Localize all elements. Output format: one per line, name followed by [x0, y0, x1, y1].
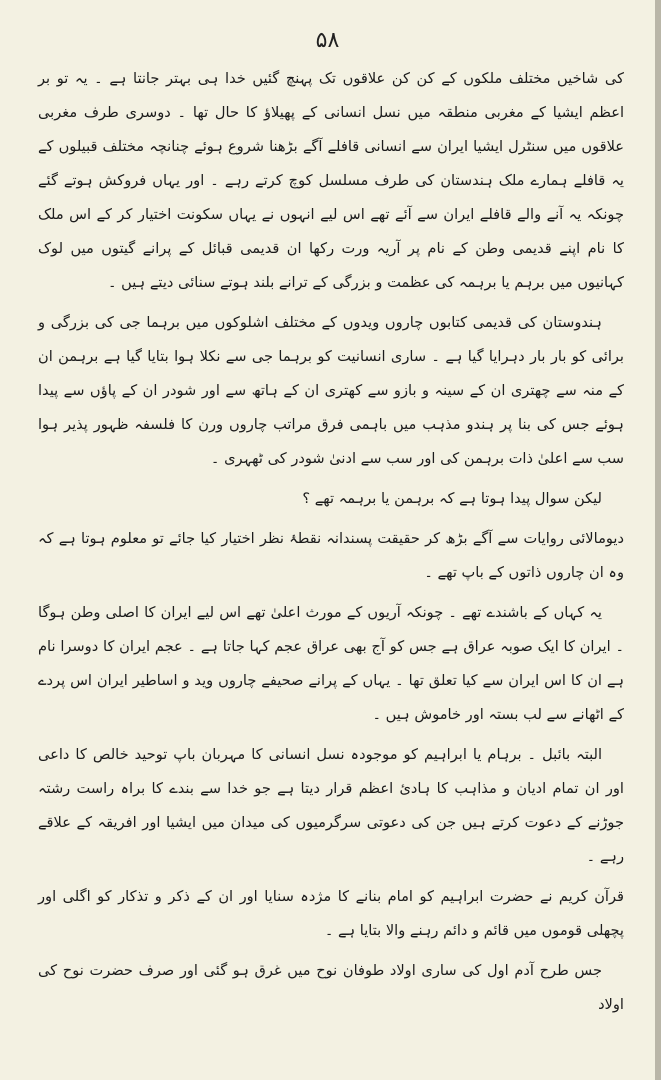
paragraph: دیومالائی روایات سے آگے بڑھ کر حقیقت پسندانہ نقطۂ نظر اختیار کیا جائے تو معلوم ہوتا ہے کہ وہ ان چاروں ذاتوں کے باپ تھے ۔ — [38, 530, 624, 581]
paragraph: جس طرح آدم اول کی ساری اولاد طوفان نوح میں غرق ہو گئی اور صرف حضرت نوح کی اولاد — [38, 962, 624, 1013]
paragraph: ہندوستان کی قدیمی کتابوں چاروں ویدوں کے مختلف اشلوکوں میں برہما جی کی بزرگی و برائی کو بار بار دہرایا گیا ہے ۔ ساری انسانیت کو برہما جی سے نکلا ہوا بتایا گیا ہے برہمن ان کے منہ سے چھتری ان کے سینہ و بازو سے کھتری ان کے ہاتھ سے اور شودر ان کے پاؤں سے پیدا ہوئے جس کی بنا پر ہندو مذہب میں باہمی فرق مراتب چاروں ورن کا فلسفہ ظہور پذیر ہوا سب سے اعلیٰ ذات برہمن کی اور سب سے ادنیٰ شودر کی ٹھہری ۔ — [38, 314, 624, 467]
paragraph: یہ کہاں کے باشندے تھے ۔ چونکہ آریوں کے مورث اعلیٰ تھے اس لیے ایران کا اصلی وطن ہوگا ۔ ایران کا ایک صوبہ عراق ہے جس کو آج بھی عراق عجم کہا جاتا ہے ۔ عجم ایران کا دوسرا نام ہے ان کا اس ایران سے کیا تعلق تھا ۔ یہاں کے پرانے صحیفے چاروں وید و اساطیر ایران اس پردے کے اٹھانے سے لب بستہ اور خاموش ہیں ۔ — [38, 604, 624, 723]
paragraph: قرآن کریم نے حضرت ابراہیم کو امام بنانے کا مژدہ سنایا اور ان کے ذکر و تذکار کو اگلی اور پچھلی قوموں میں قائم و دائم رہنے والا بتایا ہے ۔ — [38, 888, 624, 939]
paragraph: لیکن سوال پیدا ہوتا ہے کہ برہمن یا برہمہ تھے ؟ — [302, 490, 602, 507]
paragraph: البتہ بائبل ۔ برہام یا ابراہیم کو موجودہ نسل انسانی کا مہربان باپ توحید خالص کا داعی اور ان تمام ادیان و مذاہب کا ہادیٔ اعظم قرار دیتا ہے جو خدا سے بندے کا براہ راست رشتہ جوڑنے کے دعوت کرتے ہیں جن کی دعوتی سرگرمیوں کی میدان میں ایشیا اور افریقہ کے علاقے رہے ۔ — [38, 746, 624, 865]
page-number: ۵۸ — [315, 28, 340, 53]
paragraph: کی شاخیں مختلف ملکوں کے کن کن علاقوں تک پہنچ گئیں خدا ہی بہتر جانتا ہے ۔ یہ تو بر اعظم ایشیا کے مغربی منطقہ میں نسل انسانی کے پھیلاؤ کا حال تھا ۔ دوسری طرف مغربی علاقوں میں سنٹرل ایشیا ایران سے انسانی قافلے آگے بڑھنا شروع ہوئے چنانچہ مختلف قبیلوں کے یہ قافلے ہمارے ملک ہندستان کی طرف مسلسل کوچ کرتے رہے ۔ اور یہاں فروکش ہوتے گئے چونکہ یہ آنے والے قافلے ایران سے آئے تھے اس لیے انہوں نے یہاں سکونت اختیار کر کے اس ملک کا نام اپنے قدیمی وطن کے نام پر آریہ ورت رکھا ان قدیمی قبائل کے پرانے گیتوں میں لوک کہانیوں میں برہم یا برہمہ کی عظمت و بزرگی کے ترانے بلند ہوتے سنائی دیتے ہیں ۔ — [38, 70, 624, 291]
page-body-text — [38, 62, 624, 1022]
